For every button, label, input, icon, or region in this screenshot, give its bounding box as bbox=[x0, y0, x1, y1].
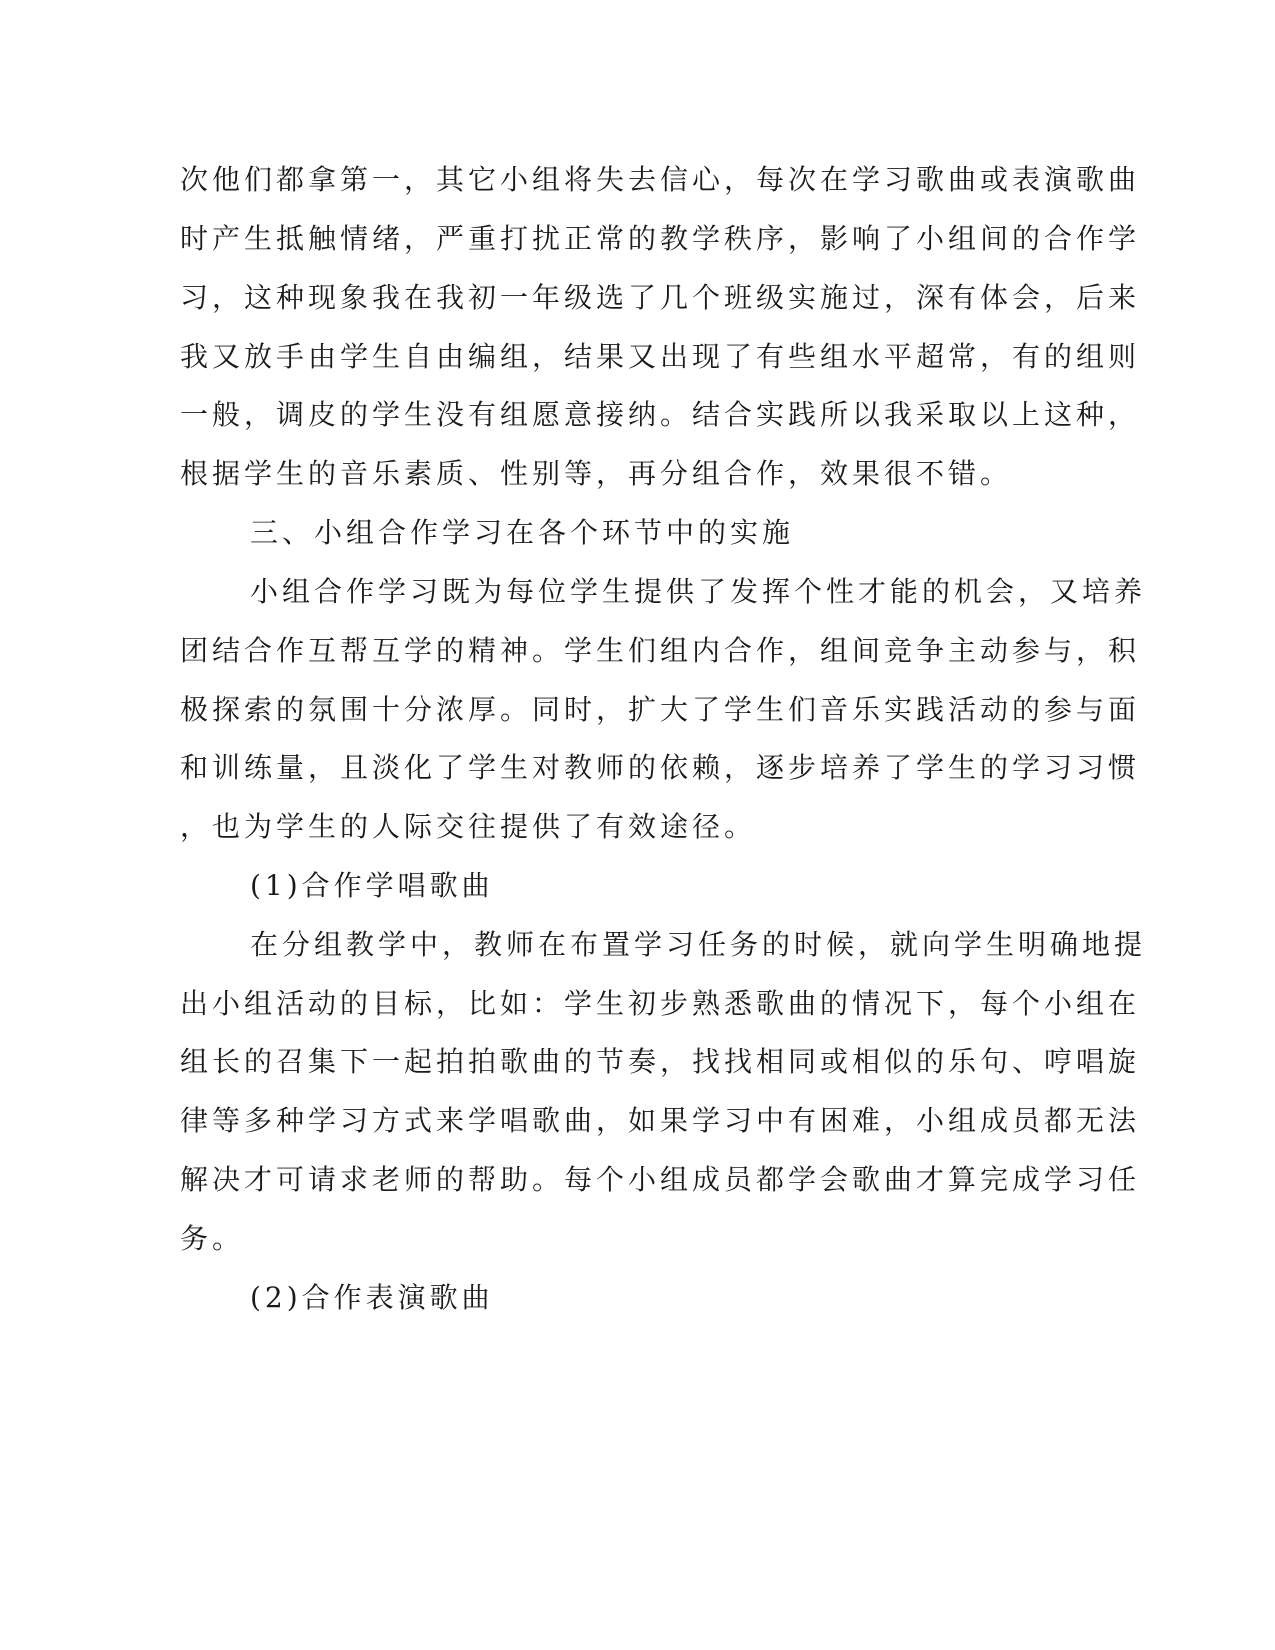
body-text-line: 次他们都拿第一，其它小组将失去信心，每次在学习歌曲或表演歌曲 bbox=[180, 163, 1141, 196]
body-text-line: 时产生抵触情绪，严重打扰正常的教学秩序，影响了小组间的合作学 bbox=[180, 222, 1141, 255]
body-text-line: 出小组活动的目标，比如：学生初步熟悉歌曲的情况下，每个小组在 bbox=[180, 987, 1141, 1020]
body-text-line: 和训练量，且淡化了学生对教师的依赖，逐步培养了学生的学习习惯 bbox=[180, 751, 1141, 784]
body-text-line: 组长的召集下一起拍拍歌曲的节奏，找找相同或相似的乐句、哼唱旋 bbox=[180, 1045, 1141, 1078]
paragraph-first-line: 在分组教学中，教师在布置学习任务的时候，就向学生明确地提 bbox=[250, 928, 1147, 961]
body-text-line: 一般，调皮的学生没有组愿意接纳。结合实践所以我采取以上这种， bbox=[180, 398, 1141, 431]
section-heading: 三、小组合作学习在各个环节中的实施 bbox=[250, 516, 795, 549]
body-text-line: 团结合作互帮互学的精神。学生们组内合作，组间竞争主动参与，积 bbox=[180, 634, 1141, 667]
body-text-line: 务。 bbox=[180, 1222, 245, 1255]
body-text-line: 根据学生的音乐素质、性别等，再分组合作，效果很不错。 bbox=[180, 457, 1013, 490]
body-text-line: 习，这种现象我在我初一年级选了几个班级实施过，深有体会，后来 bbox=[180, 281, 1141, 314]
body-text-line: ，也为学生的人际交往提供了有效途径。 bbox=[180, 810, 757, 843]
paragraph-first-line: 小组合作学习既为每位学生提供了发挥个性才能的机会，又培养 bbox=[250, 575, 1147, 608]
body-text-line: 极探索的氛围十分浓厚。同时，扩大了学生们音乐实践活动的参与面 bbox=[180, 693, 1141, 726]
body-text-line: 我又放手由学生自由编组，结果又出现了有些组水平超常，有的组则 bbox=[180, 340, 1141, 373]
subsection-heading: (2)合作表演歌曲 bbox=[250, 1281, 494, 1314]
subsection-heading: (1)合作学唱歌曲 bbox=[250, 869, 494, 902]
body-text-line: 律等多种学习方式来学唱歌曲，如果学习中有困难，小组成员都无法 bbox=[180, 1104, 1141, 1137]
body-text-line: 解决才可请求老师的帮助。每个小组成员都学会歌曲才算完成学习任 bbox=[180, 1163, 1141, 1196]
